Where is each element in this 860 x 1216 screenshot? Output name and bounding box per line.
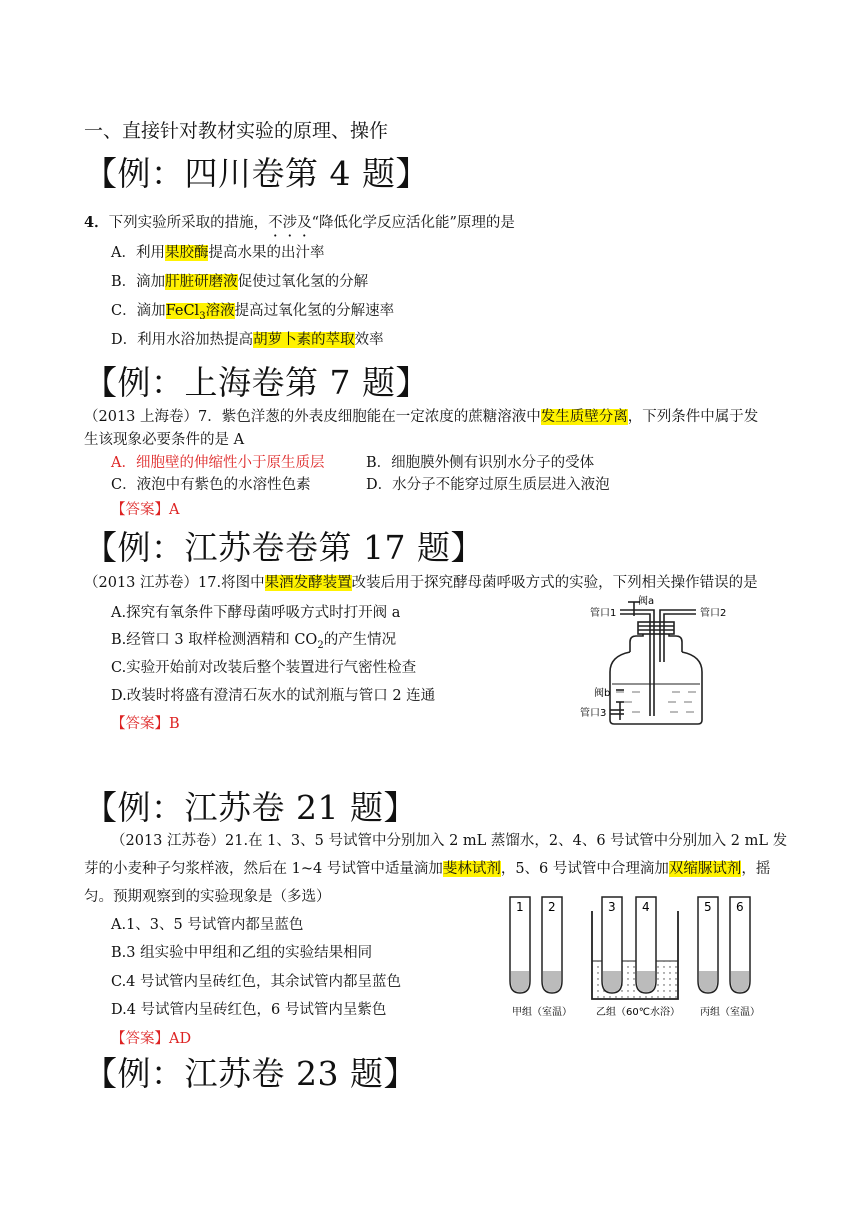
question-7-answer: 【答案】A: [111, 502, 180, 518]
question-17-option-a: A.探究有氧条件下酵母菌呼吸方式时打开阀 a: [111, 605, 401, 621]
svg-text:2: 2: [548, 900, 556, 914]
example-title-sichuan-4: 【例：四川卷第 4 题】: [84, 154, 429, 193]
tube-2: [542, 897, 562, 993]
example-title-jiangsu-21: 【例：江苏卷 21 题】: [84, 788, 417, 827]
svg-text:管口1: 管口1: [590, 608, 617, 619]
question-21-option-c: C.4 号试管内呈砖红色，其余试管内都呈蓝色: [111, 974, 402, 990]
question-21-stem-line2: 芽的小麦种子匀浆样液，然后在 1~4 号试管中适量滴加斐林试剂，5、6 号试管中合理滴加双缩脲试剂，摇: [84, 861, 771, 877]
question-17-option-b: B.经管口 3 取样检测酒精和 $CO_2$的产生情况: [111, 632, 397, 651]
tube-6: [730, 897, 750, 993]
question-21-answer: 【答案】AD: [111, 1031, 192, 1047]
example-title-shanghai-7: 【例：上海卷第 7 题】: [84, 363, 429, 402]
svg-text:6: 6: [736, 900, 744, 914]
group-label-jia: 甲组（室温）: [512, 1007, 572, 1018]
svg-text:管口3: 管口3: [580, 708, 607, 719]
svg-text:4: 4: [642, 900, 650, 914]
question-17-answer: 【答案】B: [111, 716, 180, 732]
question-4-option-a: A．利用果胶酶提高水果的出汁率: [111, 245, 325, 261]
svg-text:1: 1: [516, 900, 524, 914]
question-4-option-d: D．利用水浴加热提高胡萝卜素的萃取效率: [111, 332, 384, 348]
question-21-option-d: D.4 号试管内呈砖红色，6 号试管内呈紫色: [111, 1002, 387, 1018]
question-7-option-c: C．液泡中有紫色的水溶性色素: [111, 477, 311, 493]
tube-1: [510, 897, 530, 993]
tube-4: [636, 897, 656, 993]
question-7-stem-line2: 生该现象必要条件的是 A: [84, 432, 245, 448]
tube-5: [698, 897, 718, 993]
tube-3: [602, 897, 622, 993]
question-17-option-d: D.改装时将盛有澄清石灰水的试剂瓶与管口 2 连通: [111, 688, 436, 704]
svg-text:管口2: 管口2: [700, 608, 727, 619]
svg-text:阀b: 阀b: [594, 688, 611, 699]
example-title-jiangsu-17: 【例：江苏卷卷第 17 题】: [84, 528, 484, 567]
question-7-stem-line1: （2013 上海卷）7．紫色洋葱的外表皮细胞能在一定浓度的蔗糖溶液中发生质壁分离，下列条件中属于发: [84, 409, 759, 425]
question-4-option-c: C．滴加FeCl$_3$溶液提高过氧化氢的分解速率: [111, 303, 395, 322]
question-21-stem-line3: 匀。预期观察到的实验现象是（多选）: [84, 889, 331, 905]
question-21-stem-line1: （2013 江苏卷）21.在 1、3、5 号试管中分别加入 2 mL 蒸馏水，2、4、6 号试管中分别加入 2 mL 发: [111, 833, 788, 849]
svg-text:3: 3: [608, 900, 616, 914]
question-4-option-b: B．滴加肝脏研磨液促使过氧化氢的分解: [111, 274, 369, 290]
question-21-option-a: A.1、3、5 号试管内都呈蓝色: [111, 917, 304, 933]
fermentation-apparatus-figure: [580, 592, 760, 728]
section-heading: 一、直接针对教材实验的原理、操作: [84, 120, 389, 142]
question-7-option-d: D．水分子不能穿过原生质层进入液泡: [366, 477, 610, 493]
test-tubes-figure: [500, 893, 764, 1023]
group-label-bing: 丙组（室温）: [700, 1007, 760, 1018]
group-label-yi: 乙组（60℃水浴）: [596, 1007, 680, 1018]
question-17-stem: （2013 江苏卷）17.将图中果酒发酵装置改装后用于探究酵母菌呼吸方式的实验，下列相关操作错误的是: [84, 575, 758, 591]
question-7-option-b: B．细胞膜外侧有识别水分子的受体: [366, 455, 595, 471]
question-7-option-a: A．细胞壁的伸缩性小于原生质层: [111, 455, 325, 471]
question-17-option-c: C.实验开始前对改装后整个装置进行气密性检查: [111, 660, 417, 676]
example-title-jiangsu-23: 【例：江苏卷 23 题】: [84, 1054, 417, 1093]
svg-text:阀a: 阀a: [638, 596, 655, 607]
question-4-stem: 4．下列实验所采取的措施，不涉及“降低化学反应活化能”原理的是: [84, 214, 515, 231]
question-21-option-b: B.3 组实验中甲组和乙组的实验结果相同: [111, 945, 373, 961]
svg-text:5: 5: [704, 900, 712, 914]
